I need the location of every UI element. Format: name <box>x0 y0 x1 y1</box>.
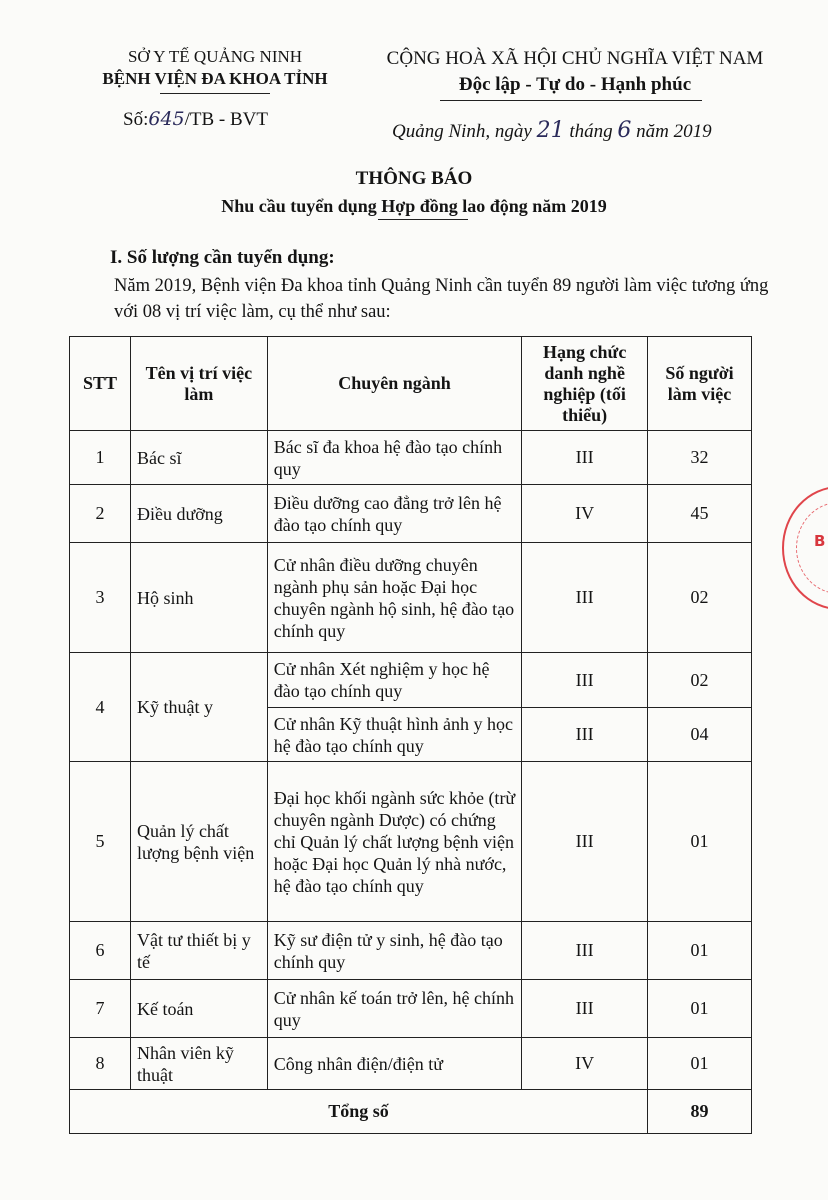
table-row <box>70 922 752 980</box>
total-label: Tổng số <box>70 1090 648 1134</box>
header-major: Chuyên ngành <box>267 337 522 431</box>
date-month: 6 <box>617 118 632 143</box>
cell-count: 02 <box>648 653 752 708</box>
cell-major: Cử nhân Kỹ thuật hình ảnh y học hệ đào tạo chính quy <box>267 708 522 762</box>
total-value: 89 <box>648 1090 752 1134</box>
cell-count: 01 <box>648 1038 752 1090</box>
cell-rank: IV <box>522 485 648 543</box>
issuer-hospital: BỆNH VIỆN ĐA KHOA TỈNH <box>102 69 328 88</box>
cell-stt: 5 <box>70 762 131 922</box>
stamp-letter: B <box>814 532 826 550</box>
cell-stt: 6 <box>70 922 131 980</box>
cell-rank: IV <box>522 1038 648 1090</box>
document-title: THÔNG BÁO <box>355 168 473 189</box>
cell-count: 01 <box>648 922 752 980</box>
cell-position: Bác sĩ <box>130 431 267 485</box>
cell-stt: 3 <box>70 543 131 653</box>
cell-count: 02 <box>648 543 752 653</box>
date-year: năm 2019 <box>636 121 712 142</box>
cell-count: 45 <box>648 485 752 543</box>
header-count: Số người làm việc <box>648 337 752 431</box>
table-row <box>70 431 752 485</box>
cell-position: Kỹ thuật y <box>130 653 267 762</box>
date-month-label: tháng <box>569 121 613 142</box>
cell-major: Cử nhân điều dưỡng chuyên ngành phụ sản hoặc Đại học chuyên ngành hộ sinh, hệ đào tạo chính quy <box>267 543 522 653</box>
motto-underline <box>440 100 702 101</box>
country-name: CỘNG HOÀ XÃ HỘI CHỦ NGHĨA VIỆT NAM <box>386 48 764 69</box>
issuer-underline <box>160 93 270 94</box>
header-rank: Hạng chức danh nghề nghiệp (tối thiểu) <box>522 337 648 431</box>
cell-position: Hộ sinh <box>130 543 267 653</box>
doc-number-prefix: Số: <box>123 109 149 130</box>
document-number <box>123 108 268 131</box>
cell-rank: III <box>522 431 648 485</box>
cell-major: Kỹ sư điện tử y sinh, hệ đào tạo chính quy <box>267 922 522 980</box>
cell-stt: 8 <box>70 1038 131 1090</box>
document-subtitle: Nhu cầu tuyển dụng Hợp đồng lao động năm 2019 <box>221 196 607 216</box>
section-heading: I. Số lượng cần tuyển dụng: <box>110 247 335 268</box>
table-row <box>70 762 752 922</box>
date-line <box>392 118 712 143</box>
table-row <box>70 653 752 708</box>
table-row <box>70 980 752 1038</box>
cell-rank: III <box>522 708 648 762</box>
cell-major: Cử nhân Xét nghiệm y học hệ đào tạo chính quy <box>267 653 522 708</box>
table-total-row <box>70 1090 752 1134</box>
cell-stt: 4 <box>70 653 131 762</box>
cell-rank: III <box>522 762 648 922</box>
cell-stt: 1 <box>70 431 131 485</box>
table-row <box>70 543 752 653</box>
cell-rank: III <box>522 653 648 708</box>
cell-rank: III <box>522 980 648 1038</box>
date-prefix: Quảng Ninh, ngày <box>392 121 532 142</box>
cell-count: 04 <box>648 708 752 762</box>
red-seal-stamp <box>782 486 828 610</box>
cell-position: Quản lý chất lượng bệnh viện <box>130 762 267 922</box>
cell-position: Vật tư thiết bị y tế <box>130 922 267 980</box>
cell-count: 01 <box>648 762 752 922</box>
cell-major: Công nhân điện/điện tử <box>267 1038 522 1090</box>
date-day: 21 <box>536 118 565 143</box>
table-header-row <box>70 337 752 431</box>
header-stt: STT <box>70 337 131 431</box>
cell-position: Điều dưỡng <box>130 485 267 543</box>
national-motto-block <box>360 46 790 98</box>
cell-major: Bác sĩ đa khoa hệ đào tạo chính quy <box>267 431 522 485</box>
intro-paragraph <box>80 273 770 325</box>
cell-major: Cử nhân kế toán trở lên, hệ chính quy <box>267 980 522 1038</box>
subtitle-underline <box>378 219 468 220</box>
table-row <box>70 485 752 543</box>
cell-count: 01 <box>648 980 752 1038</box>
cell-count: 32 <box>648 431 752 485</box>
doc-number-handwritten: 645 <box>148 108 185 130</box>
header-position: Tên vị trí việc làm <box>130 337 267 431</box>
intro-text: Năm 2019, Bệnh viện Đa khoa tỉnh Quảng Ninh cần tuyển 89 người làm việc tương ứng với 08 vị trí việc làm, cụ thể như sau: <box>114 276 769 322</box>
issuer-block <box>60 46 370 90</box>
cell-rank: III <box>522 543 648 653</box>
issuer-ministry: SỞ Y TẾ QUẢNG NINH <box>127 47 303 66</box>
cell-major: Điều dưỡng cao đẳng trở lên hệ đào tạo chính quy <box>267 485 522 543</box>
doc-number-suffix: /TB - BVT <box>184 109 269 130</box>
cell-stt: 7 <box>70 980 131 1038</box>
cell-rank: III <box>522 922 648 980</box>
recruitment-table <box>69 336 752 1134</box>
cell-position: Kế toán <box>130 980 267 1038</box>
cell-stt: 2 <box>70 485 131 543</box>
table-row <box>70 1038 752 1090</box>
cell-major: Đại học khối ngành sức khỏe (trừ chuyên ngành Dược) có chứng chỉ Quản lý chất lượng bệnh viện hoặc Đại học Quản lý nhà nước, hệ đào tạo chính quy <box>267 762 522 922</box>
national-motto: Độc lập - Tự do - Hạnh phúc <box>458 74 692 95</box>
cell-position: Nhân viên kỹ thuật <box>130 1038 267 1090</box>
